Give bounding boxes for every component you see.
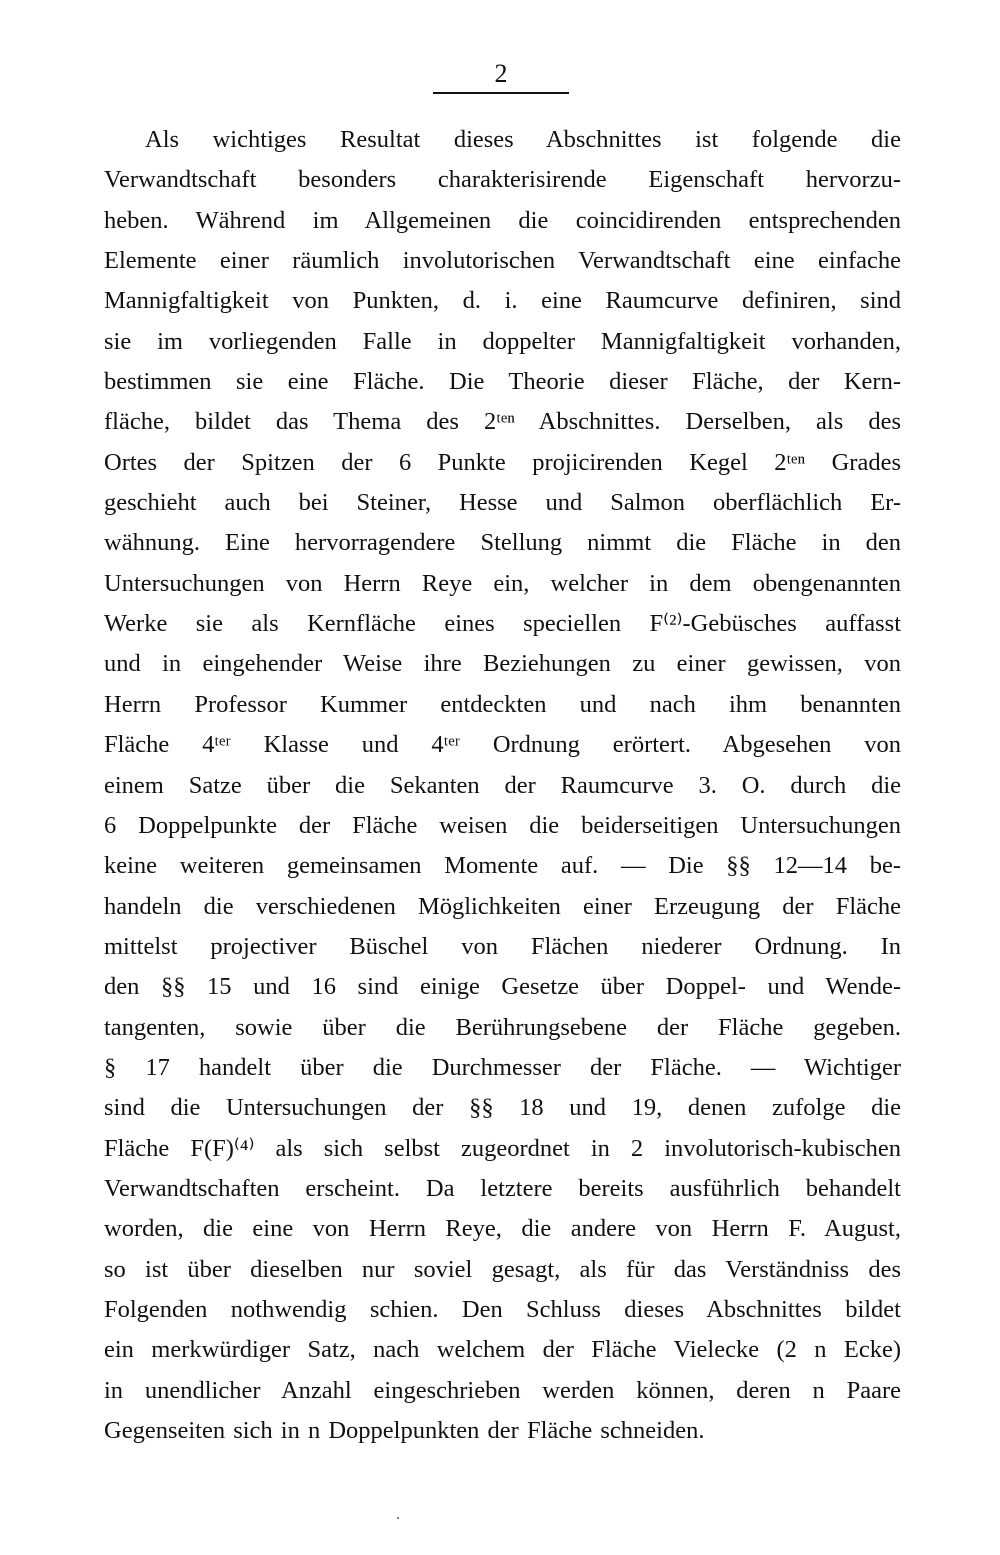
body-paragraph	[104, 120, 901, 1451]
text-line: sie im vorliegenden Falle in doppelter Mannigfaltigkeit vorhanden,	[104, 327, 901, 355]
text-line: Gegenseiten sich in n Doppelpunkten der Fläche schneiden.	[104, 1417, 705, 1444]
text-line: bestimmen sie eine Fläche. Die Theorie dieser Fläche, der Kern-	[104, 368, 901, 396]
text-line: Verwandtschaften erscheint. Da letztere bereits ausführlich behandelt	[104, 1174, 901, 1202]
text-line: worden, die eine von Herrn Reye, die andere von Herrn F. August,	[104, 1215, 901, 1243]
text-line: Folgenden nothwendig schien. Den Schluss dieses Abschnittes bildet	[104, 1295, 901, 1323]
text-line: den §§ 15 und 16 sind einige Gesetze über Doppel- und Wende-	[104, 973, 901, 1001]
text-line: ein merkwürdiger Satz, nach welchem der Fläche Vielecke (2 n Ecke)	[104, 1336, 901, 1364]
text-line: Fläche F(F)⁽⁴⁾ als sich selbst zugeordnet in 2 involutorisch-kubischen	[104, 1134, 901, 1162]
text-line: Untersuchungen von Herrn Reye ein, welcher in dem obengenannten	[104, 569, 901, 597]
text-line: in unendlicher Anzahl eingeschrieben werden können, deren n Paare	[104, 1376, 901, 1404]
text-line: fläche, bildet das Thema des 2ᵗᵉⁿ Abschnittes. Derselben, als des	[104, 408, 901, 436]
text-line: Fläche 4ᵗᵉʳ Klasse und 4ᵗᵉʳ Ordnung erörtert. Abgesehen von	[104, 731, 901, 759]
text-line: heben. Während im Allgemeinen die coincidirenden entsprechenden	[104, 206, 901, 234]
text-line: Werke sie als Kernfläche eines speciellen F⁽²⁾-Gebüsches auffasst	[104, 610, 901, 638]
page-number-rule	[433, 92, 569, 94]
text-line: wähnung. Eine hervorragendere Stellung nimmt die Fläche in den	[104, 529, 901, 557]
text-line: Ortes der Spitzen der 6 Punkte projicirenden Kegel 2ᵗᵉⁿ Grades	[104, 448, 901, 476]
text-line: § 17 handelt über die Durchmesser der Fläche. — Wichtiger	[104, 1053, 901, 1081]
text-line: so ist über dieselben nur soviel gesagt, als für das Verständniss des	[104, 1255, 901, 1283]
text-line: Elemente einer räumlich involutorischen Verwandtschaft eine einfache	[104, 247, 901, 275]
print-speck	[397, 1517, 399, 1519]
text-line: 6 Doppelpunkte der Fläche weisen die beiderseitigen Untersuchungen	[104, 811, 901, 839]
text-line: handeln die verschiedenen Möglichkeiten einer Erzeugung der Fläche	[104, 892, 901, 920]
text-line: Herrn Professor Kummer entdeckten und nach ihm benannten	[104, 690, 901, 718]
text-line: Verwandtschaft besonders charakterisirende Eigenschaft hervorzu-	[104, 166, 901, 194]
text-line: einem Satze über die Sekanten der Raumcurve 3. O. durch die	[104, 771, 901, 799]
text-line: geschieht auch bei Steiner, Hesse und Salmon oberflächlich Er-	[104, 489, 901, 517]
text-line: sind die Untersuchungen der §§ 18 und 19, denen zufolge die	[104, 1094, 901, 1122]
text-line: tangenten, sowie über die Berührungsebene der Fläche gegeben.	[104, 1013, 901, 1041]
text-line: Als wichtiges Resultat dieses Abschnittes ist folgende die	[145, 126, 901, 153]
text-line: und in eingehender Weise ihre Beziehungen zu einer gewissen, von	[104, 650, 901, 678]
text-line: keine weiteren gemeinsamen Momente auf. — Die §§ 12—14 be-	[104, 852, 901, 880]
text-line: mittelst projectiver Büschel von Flächen niederer Ordnung. In	[104, 932, 901, 960]
text-line: Mannigfaltigkeit von Punkten, d. i. eine Raumcurve definiren, sind	[104, 287, 901, 315]
page-number: 2	[494, 59, 508, 88]
